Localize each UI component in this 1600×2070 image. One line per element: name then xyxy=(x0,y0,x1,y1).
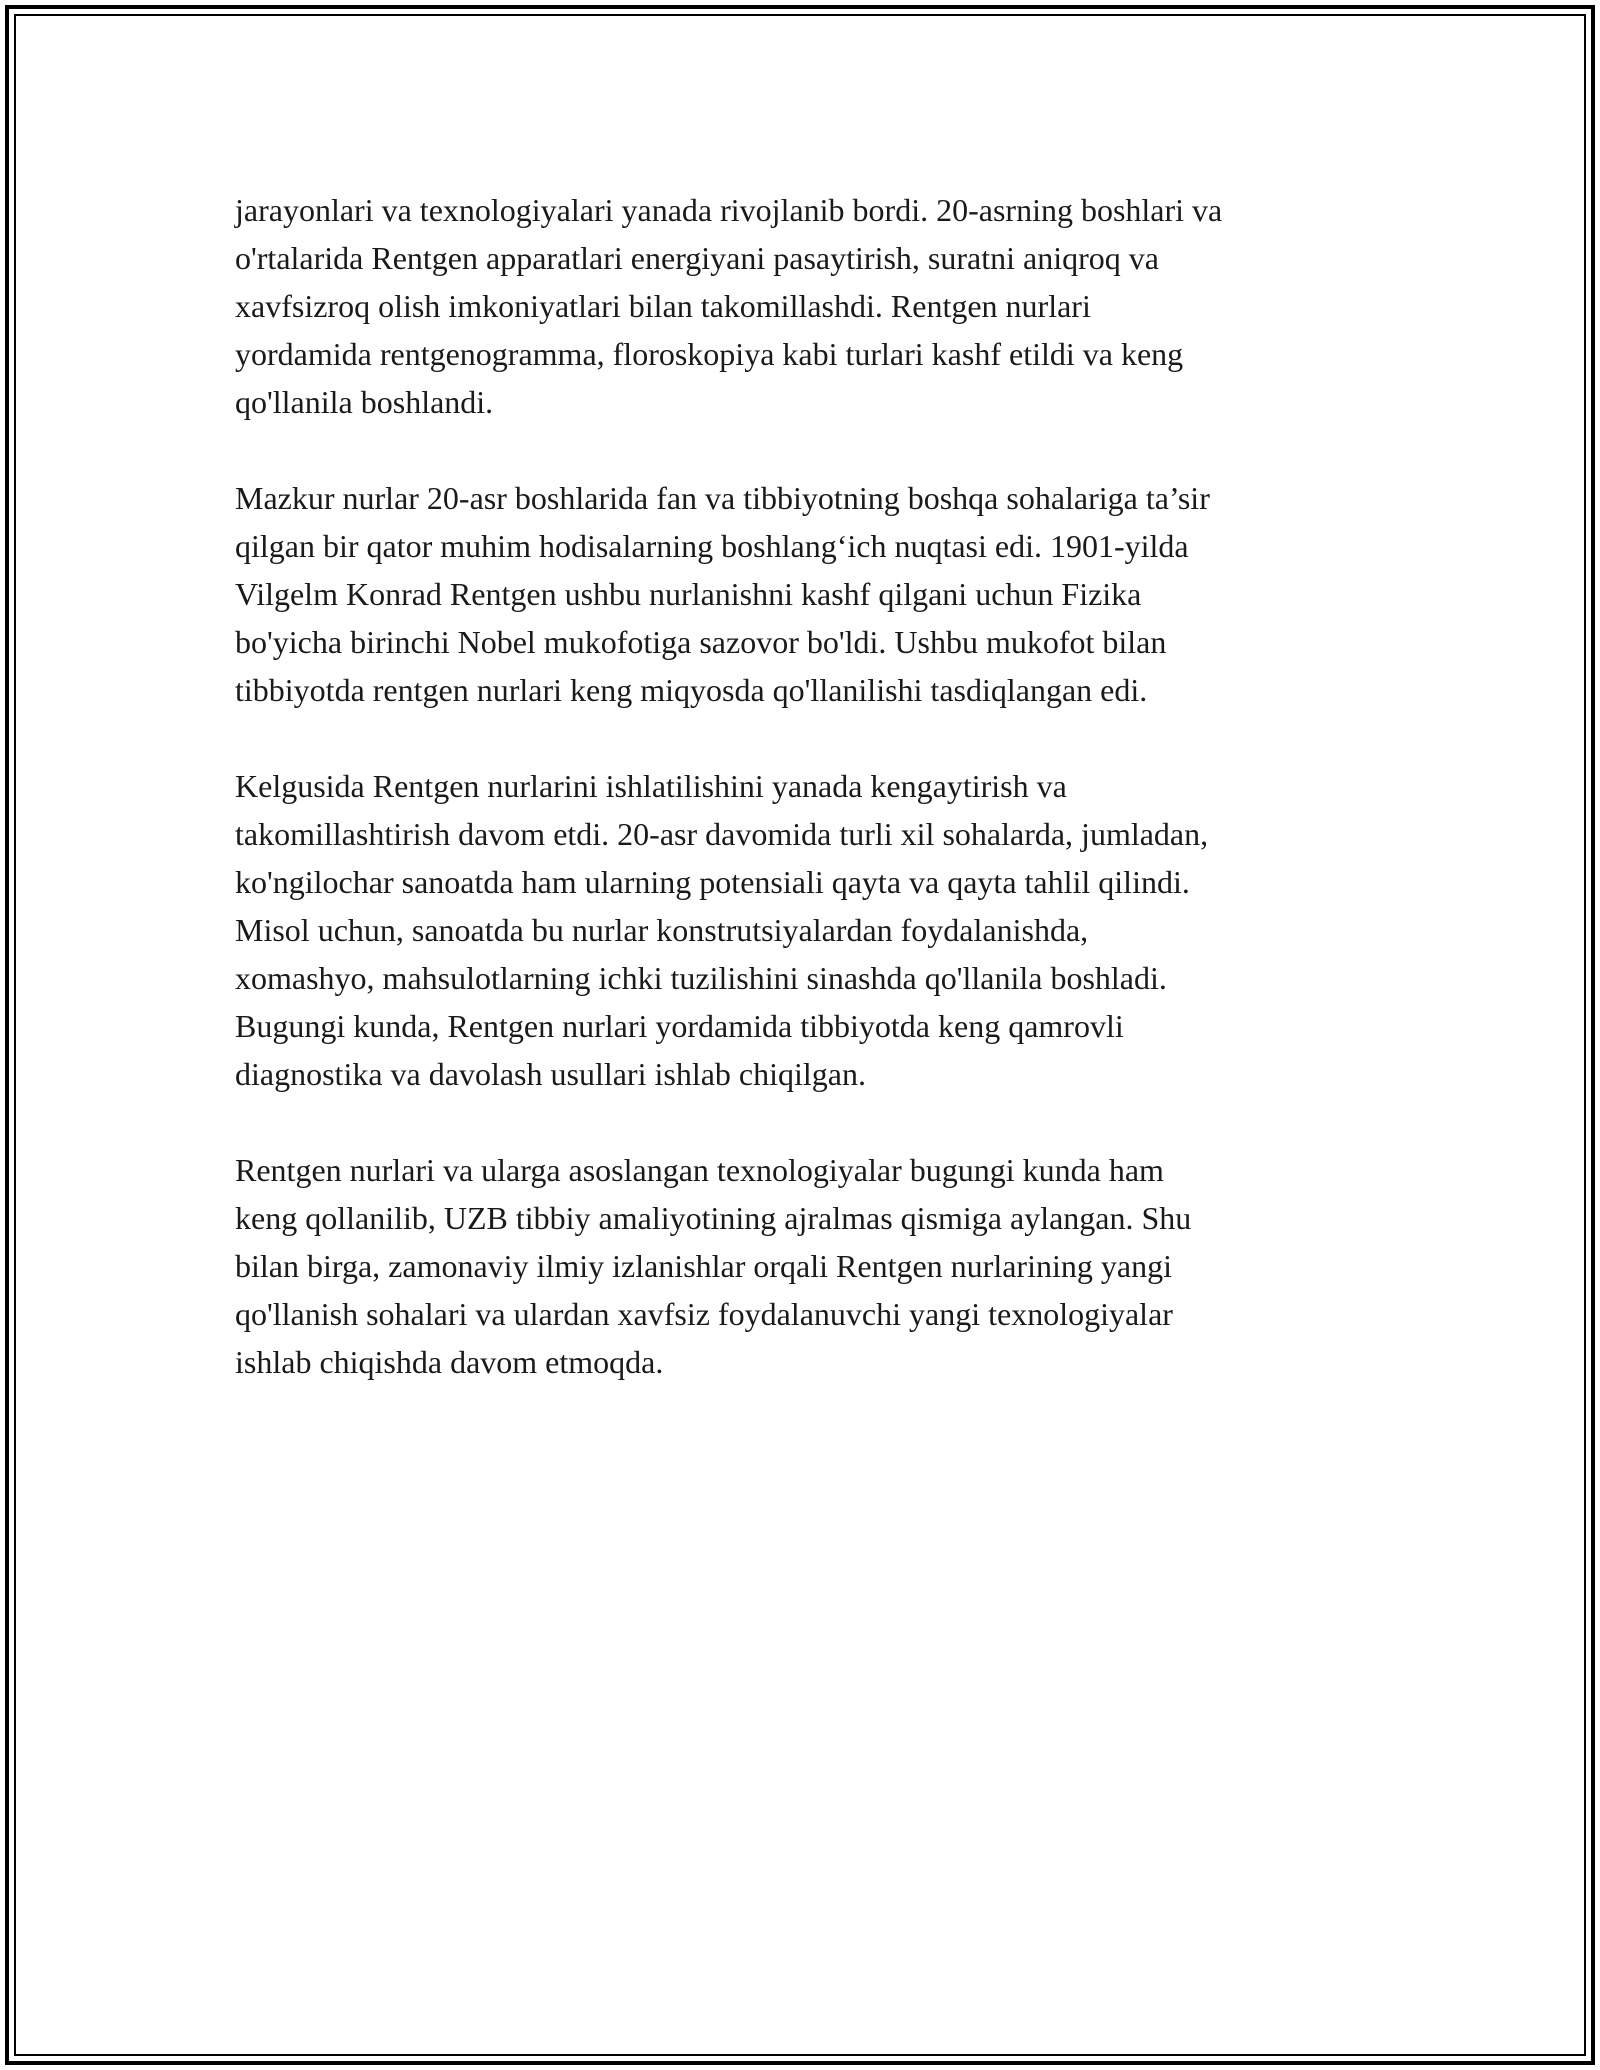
paragraph-1: jarayonlari va texnologiyalari yanada rivojlanib bordi. 20-asrning boshlari va o'rtalarida Rentgen apparatlari energiyani pasaytirish, suratni aniqroq va xavfsizroq olish imkoniyatlari bilan takomillashdi. Rentgen nurlari yordamida rentgenogramma, floroskopiya kabi turlari kashf etildi va keng qo'llanila boshlandi. xyxy=(235,192,1223,420)
paragraph-2: Mazkur nurlar 20-asr boshlarida fan va tibbiyotning boshqa sohalariga ta’sir qilgan bir qator muhim hodisalarning boshlang‘ich nuqtasi edi. 1901-yilda Vilgelm Konrad Rentgen ushbu nurlanishni kashf qilgani uchun Fizika bo'yicha birinchi Nobel mukofotiga sazovor bo'ldi. Ushbu mukofot bilan tibbiyotda rentgen nurlari keng miqyosda qo'llanilishi tasdiqlangan edi. xyxy=(235,480,1210,708)
paragraph-3: Kelgusida Rentgen nurlarini ishlatilishini yanada kengaytirish va takomillashtirish davom etdi. 20-asr davomida turli xil sohalarda, jumladan, ko'ngilochar sanoatda ham ularning potensiali qayta va qayta tahlil qilindi. Misol uchun, sanoatda bu nurlar konstrutsiyalardan foydalanishda, xomashyo, mahsulotlarning ichki tuzilishini sinashda qo'llanila boshladi. Bugungi kunda, Rentgen nurlari yordamida tibbiyotda keng qamrovli diagnostika va davolash usullari ishlab chiqilgan. xyxy=(235,768,1209,1092)
paragraph-4: Rentgen nurlari va ularga asoslangan texnologiyalar bugungi kunda ham keng qollanilib, UZB tibbiy amaliyotining ajralmas qismiga aylangan. Shu bilan birga, zamonaviy ilmiy izlanishlar orqali Rentgen nurlarining yangi qo'llanish sohalari va ulardan xavfsiz foydalanuvchi yangi texnologiyalar ishlab chiqishda davom etmoqda. xyxy=(235,1152,1192,1380)
document-body xyxy=(235,186,1385,1434)
